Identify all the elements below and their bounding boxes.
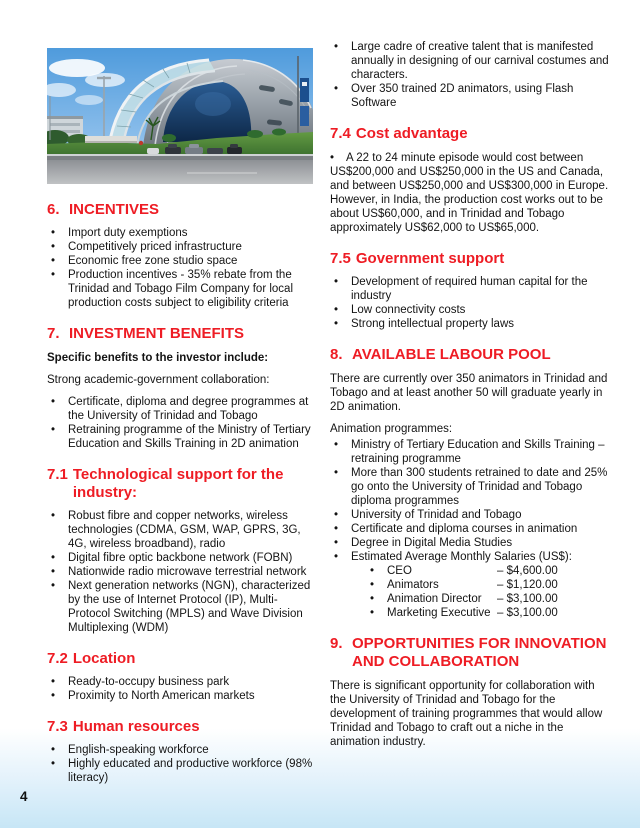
heading-number: 7.3 xyxy=(47,718,68,735)
heading-text: Technological support for the industry: xyxy=(72,466,284,501)
bullet-item: • Ready-to-occupy business park xyxy=(47,675,313,689)
bullet-item: • Competitively priced infrastructure xyxy=(47,240,313,254)
bullet-item: • Highly educated and productive workforce (98% literacy) xyxy=(47,757,313,785)
right-column xyxy=(330,40,609,757)
salary-row xyxy=(330,564,609,578)
bullet-list xyxy=(330,438,609,620)
heading-number: 7. xyxy=(47,325,60,342)
bullet-item: • Next generation networks (NGN), characterized by the use of Internet Protocol (IP), Multi-Protocol Switching (MPLS) and Wave Division Multiplexing (WDM) xyxy=(47,579,313,635)
heading-text: Location xyxy=(72,650,136,667)
section-heading xyxy=(330,346,609,364)
bullet-list xyxy=(47,226,313,310)
section-heading xyxy=(330,635,609,671)
bullet-item: • Certificate and diploma courses in animation xyxy=(330,522,609,536)
heading-text: Human resources xyxy=(72,718,200,735)
section-heading xyxy=(47,201,313,219)
bullet-list xyxy=(47,509,313,635)
salary-amount: – $3,100.00 xyxy=(497,593,558,605)
bullet-item: • English-speaking workforce xyxy=(47,743,313,757)
salary-amount: – $3,100.00 xyxy=(497,607,558,619)
heading-text: Cost advantage xyxy=(355,125,468,142)
left-column xyxy=(47,48,313,792)
bullet-item: • Degree in Digital Media Studies xyxy=(330,536,609,550)
heading-number: 7.1 xyxy=(47,466,68,483)
bullet-item: • Economic free zone studio space xyxy=(47,254,313,268)
bullet-item: • Nationwide radio microwave terrestrial network xyxy=(47,565,313,579)
section-heading xyxy=(47,466,313,502)
salary-row xyxy=(330,606,609,620)
section-heading xyxy=(47,650,313,668)
bullet-list xyxy=(47,743,313,785)
heading-text: INVESTMENT BENEFITS xyxy=(69,325,245,342)
bullet-list xyxy=(330,40,609,110)
salary-amount: – $1,120.00 xyxy=(497,579,558,591)
bullet-item: • Import duty exemptions xyxy=(47,226,313,240)
bullet-item: • Ministry of Tertiary Education and Skills Training – retraining programme xyxy=(330,438,609,466)
bullet-item: • Retraining programme of the Ministry of Tertiary Education and Skills Training in 2D animation xyxy=(47,423,313,451)
section-heading xyxy=(47,718,313,736)
heading-text: AVAILABLE LABOUR POOL xyxy=(352,346,551,363)
heading-number: 7.5 xyxy=(330,250,351,267)
photo-road xyxy=(47,154,313,184)
heading-number: 7.2 xyxy=(47,650,68,667)
salary-row xyxy=(330,578,609,592)
bullet-item: • Large cadre of creative talent that is manifested annually in designing of our carnival costumes and characters. xyxy=(330,40,609,82)
bullet-item: • Estimated Average Monthly Salaries (US$): xyxy=(330,550,609,564)
bullet-item: • Strong intellectual property laws xyxy=(330,317,609,331)
paragraph: There is significant opportunity for collaboration with the University of Trinidad and Tobago for the development of training programmes that would allow Trinidad and Tobago to craft out a niche in the animation industry. xyxy=(330,680,603,748)
paragraph: There are currently over 350 animators in Trinidad and Tobago and at least another 50 will graduate yearly in 2D animation. xyxy=(330,373,608,413)
salary-row xyxy=(330,592,609,606)
bullet-paragraph: • A 22 to 24 minute episode would cost between US$200,000 and US$250,000 in the US and Canada, and between US$250,000 and US$300,000 in Europe. However, in India, the production cost works out to be about US$60,000, and in Trinidad and Tobago approximately US$62,000 to US$65,000. xyxy=(330,152,609,234)
heading-text: OPPORTUNITIES FOR INNOVATION AND COLLABORATION xyxy=(352,635,607,670)
photo-street-sign xyxy=(139,141,143,145)
bullet-item: • Proximity to North American markets xyxy=(47,689,313,703)
photo-wall xyxy=(85,136,137,143)
heading-number: 9. xyxy=(330,635,343,652)
paragraph: Strong academic-government collaboration: xyxy=(47,374,270,386)
bullet-item: • Over 350 trained 2D animators, using Flash Software xyxy=(330,82,609,110)
section-heading xyxy=(47,325,313,343)
salary-role: • Marketing Executive xyxy=(387,607,491,619)
bullet-item: • Development of required human capital for the industry xyxy=(330,275,609,303)
page-number: 4 xyxy=(20,789,28,804)
bullet-dot: • xyxy=(330,152,335,164)
bullet-item: • University of Trinidad and Tobago xyxy=(330,508,609,522)
section-heading xyxy=(330,250,609,268)
salary-amount: – $4,600.00 xyxy=(497,565,558,577)
salary-role: • CEO xyxy=(387,565,412,577)
heading-number: 7.4 xyxy=(330,125,351,142)
bullet-item: • Production incentives - 35% rebate from the Trinidad and Tobago Film Company for local production costs subject to eligibility criteria xyxy=(47,268,313,310)
bullet-item: • Certificate, diploma and degree programmes at the University of Trinidad and Tobago xyxy=(47,395,313,423)
heading-number: 8. xyxy=(330,346,343,363)
bullet-item: • More than 300 students retrained to date and 25% go onto the University of Trinidad and Tobago diploma programmes xyxy=(330,466,609,508)
heading-text: Government support xyxy=(355,250,505,267)
paragraph: Animation programmes: xyxy=(330,423,453,435)
salary-role: • Animation Director xyxy=(387,593,482,605)
photo-dome-highlight xyxy=(195,92,231,116)
heading-text: INCENTIVES xyxy=(69,201,160,218)
heading-number: 6. xyxy=(47,201,60,218)
section-heading xyxy=(330,125,609,143)
bullet-list xyxy=(47,395,313,451)
paragraph: Specific benefits to the investor include: xyxy=(47,352,269,364)
building-photo xyxy=(47,48,313,184)
bullet-item: • Low connectivity costs xyxy=(330,303,609,317)
bullet-list xyxy=(330,275,609,331)
bullet-list xyxy=(47,675,313,703)
salary-role: • Animators xyxy=(387,579,439,591)
bullet-item: • Robust fibre and copper networks, wireless technologies (CDMA, GSM, WAP, GPRS, 3G, 4G, wireless broadband), radio xyxy=(47,509,313,551)
bullet-item: • Digital fibre optic backbone network (FOBN) xyxy=(47,551,313,565)
